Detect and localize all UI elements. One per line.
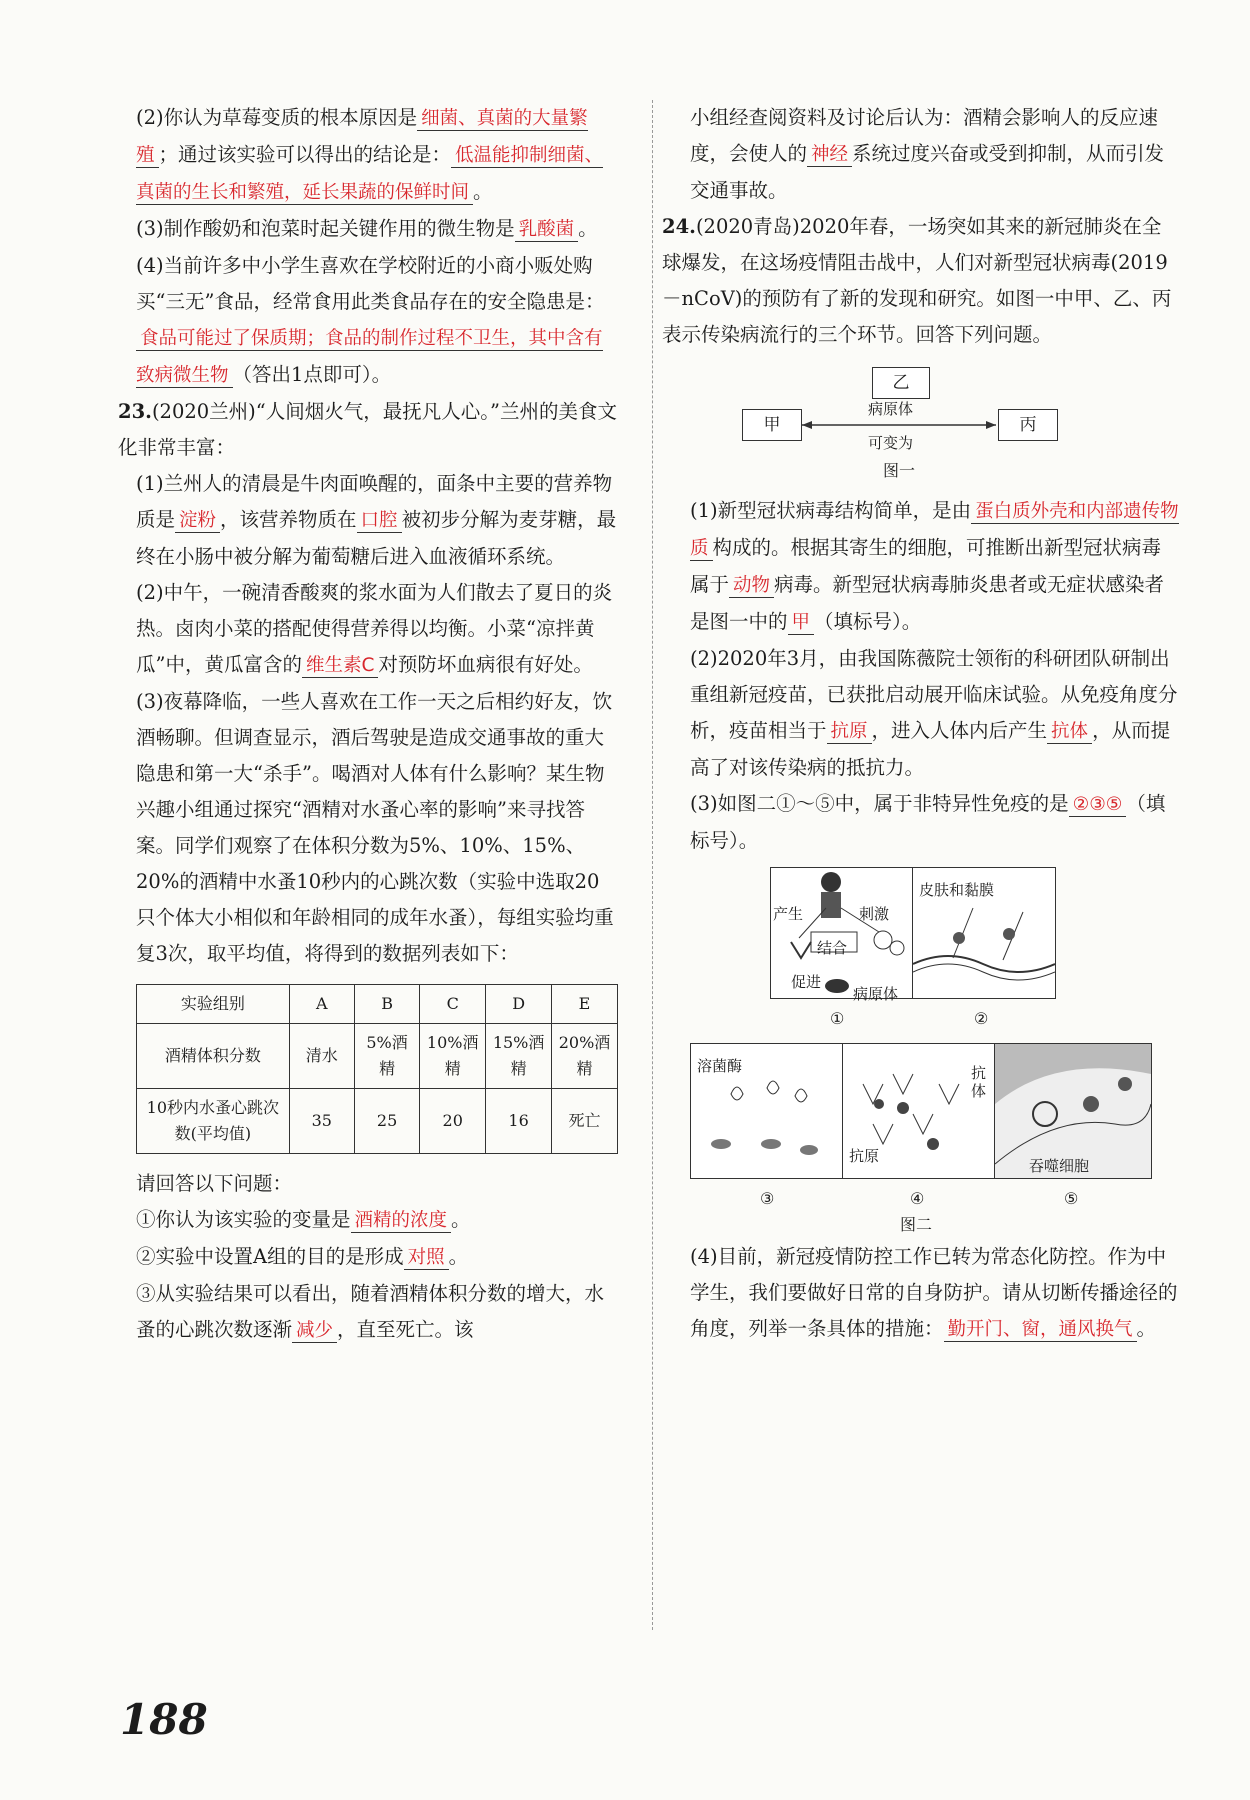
q24-stem-text: (2020青岛)2020年春，一场突如其来的新冠肺炎在全球爆发，在这场疫情阻击战中，人们对新型冠状病毒(2019－nCoV)的预防有了新的发现和研究。如图一中甲、乙、丙表示传染病流行的三个环节。回答下列问题。	[662, 215, 1172, 346]
q24-part1	[690, 493, 1180, 641]
table-cell: 10秒内水蚤心跳次数(平均值)	[137, 1089, 290, 1154]
fig2-caption-5: ⑤	[1064, 1189, 1079, 1208]
q24-number: 24.	[662, 215, 696, 238]
fig2-caption-4: ④	[910, 1189, 925, 1208]
table-cell: A	[289, 985, 354, 1024]
q22-2-text-a: (2)你认为草莓变质的根本原因是	[136, 106, 418, 129]
q23-a3-text-a: ③从实验结果可以看出，随着酒精体积分数的增大，水蚤的心跳次数逐渐	[136, 1282, 605, 1341]
q22-2-answer-1: 细菌、真菌的大量繁殖	[136, 108, 588, 166]
q22-4-text: (4)当前许多中小学生喜欢在学校附近的小商小贩处购买“三无”食品，经常食用此类食品存在的安全隐患是：	[136, 254, 605, 313]
q22-3-answer: 乳酸菌	[515, 219, 579, 242]
fig2-caption-1: ①	[830, 1009, 845, 1028]
q22-2-answer-2: 低温能抑制细菌、真菌的生长和繁殖，延长果蔬的保鲜时间	[136, 145, 604, 203]
page-number: 188	[120, 1695, 208, 1744]
table-cell: 5%酒精	[354, 1024, 419, 1089]
figure-one	[690, 363, 1180, 493]
q24-1-text-b: 构成的。根据其寄生的细胞，可推断出新型冠状病毒属于	[690, 536, 1162, 596]
fig2-title: 图二	[900, 1215, 933, 1234]
table-cell: 酒精体积分数	[137, 1024, 290, 1089]
q23-a2: ②实验中设置A组的目的是形成 对照 。	[136, 1245, 469, 1268]
q23-1-answer-1: 淀粉	[175, 510, 220, 533]
q23-part3	[118, 684, 618, 972]
table-cell: 实验组别	[137, 985, 290, 1024]
table-cell: 15%酒精	[486, 1024, 552, 1089]
q23-2-text-b: 对预防坏血病很有好处。	[378, 653, 593, 676]
q24-stem	[662, 209, 1180, 353]
q23-a3-answer: 减少	[292, 1320, 337, 1343]
q23-a1-text: ①你认为该实验的变量是	[136, 1208, 351, 1231]
q24-part3	[690, 786, 1180, 859]
q22-2-text-b: ；通过该实验可以得出的结论是：	[158, 143, 452, 166]
fig1-box-jia: 甲	[742, 409, 802, 441]
q23-1-text-b: ，该营养物质在	[220, 508, 357, 531]
cont-text-b: 系统过度兴奋或受到抑制，从而引发交通事故。	[690, 142, 1165, 202]
q23-continuation	[690, 100, 1180, 209]
q24-2-text-a: (2)2020年3月，由我国陈薇院士领衔的科研团队研制出重组新冠疫苗，已获批启动展开临床试验。从免疫角度分析，疫苗相当于	[690, 647, 1178, 742]
fig2-label-phagocyte: 吞噬细胞	[1029, 1157, 1090, 1175]
table-cell: 10%酒精	[420, 1024, 486, 1089]
table-row	[137, 1024, 618, 1089]
fig2-panel-1	[770, 867, 914, 1003]
q23-a2-answer: 对照	[404, 1247, 449, 1270]
q23-a3	[118, 1276, 618, 1349]
q24-1-text-c: 病毒。新型冠状病毒肺炎患者或无症状感染者是图一中的	[690, 573, 1165, 633]
q23-a1-answer: 酒精的浓度	[351, 1210, 452, 1233]
fig2-panel-4	[842, 1043, 996, 1179]
q23-part1	[118, 466, 618, 575]
fig2-label-combine: 结合	[817, 939, 848, 957]
q24-part4	[690, 1239, 1180, 1348]
q23-part2	[118, 575, 618, 684]
table-cell: 清水	[289, 1024, 354, 1089]
q23-a2-text: ②实验中设置A组的目的是形成	[136, 1245, 404, 1268]
q22-part3: (3)制作酸奶和泡菜时起关键作用的微生物是 乳酸菌 。	[136, 217, 598, 240]
q24-4-answer: 勤开门、窗，通风换气	[944, 1319, 1137, 1342]
fig1-caption: 图一	[882, 461, 915, 480]
fig1-label-pathogen: 病原体	[868, 400, 914, 418]
fig1-label-change: 可变为	[868, 434, 914, 452]
fig2-caption-2: ②	[974, 1009, 989, 1028]
q23-answer-intro: 请回答以下问题：	[136, 1172, 293, 1195]
fig2-panel-2	[912, 867, 1056, 999]
q22-part4	[118, 248, 618, 394]
fig1-box-yi: 乙	[872, 367, 930, 399]
q23-2-answer: 维生素C	[302, 655, 378, 678]
left-column	[118, 100, 618, 1349]
table-row	[137, 1089, 618, 1154]
table-header-row	[137, 985, 618, 1024]
q24-1-answer-1: 蛋白质外壳和内部遗传物质	[690, 501, 1179, 559]
column-divider	[652, 100, 653, 1630]
q23-1-text-c: 被初步分解为麦芽糖，最终在小肠中被分解为葡萄糖后进入血液循环系统。	[136, 508, 617, 568]
fig2-label-antibody: 抗体	[971, 1064, 987, 1100]
q22-part2: (2)你认为草莓变质的根本原因是 细菌、真菌的大量繁殖 ；通过该实验可以得出的结论是： 低温能抑制细菌、真菌的生长和繁殖，延长果蔬的保鲜时间 。	[136, 106, 604, 203]
q24-2-answer-2: 抗体	[1047, 721, 1092, 744]
table-cell: 20%酒精	[552, 1024, 618, 1089]
fig2-panel-3	[690, 1043, 844, 1179]
table-cell: D	[486, 985, 552, 1024]
q22-3-text: (3)制作酸奶和泡菜时起关键作用的微生物是	[136, 217, 515, 240]
q24-1-text-a: (1)新型冠状病毒结构简单，是由	[690, 499, 972, 522]
right-column	[662, 100, 1180, 1348]
table-cell: C	[420, 985, 486, 1024]
q22-4-note: （答出1点即可）。	[232, 363, 392, 386]
fig1-box-bing: 丙	[998, 409, 1058, 441]
cont-answer: 神经	[807, 144, 852, 167]
q23-number: 23.	[118, 400, 152, 423]
experiment-table	[136, 984, 618, 1154]
fig2-label-lysozyme: 溶菌酶	[697, 1057, 743, 1075]
q23-stem	[118, 394, 618, 466]
q24-3-text-b: （填标号）。	[690, 792, 1166, 852]
q24-2-text-c: ，从而提高了对该传染病的抵抗力。	[690, 719, 1171, 779]
q24-1-answer-2: 动物	[729, 575, 774, 598]
q24-part2	[690, 641, 1180, 786]
fig2-label-pathogen: 病原体	[853, 985, 899, 1003]
q23-stem-text: (2020兰州)“人间烟火气，最抚凡人心。”兰州的美食文化非常丰富：	[118, 400, 617, 459]
q24-3-answer: ②③⑤	[1069, 794, 1127, 817]
fig2-panel-5	[994, 1043, 1152, 1179]
q23-1-answer-2: 口腔	[357, 510, 402, 533]
q24-4-text-a: (4)目前，新冠疫情防控工作已转为常态化防控。作为中学生，我们要做好日常的自身防护。请从切断传播途径的角度，列举一条具体的措施：	[690, 1245, 1178, 1340]
q24-2-text-b: ，进入人体内后产生	[871, 719, 1048, 742]
table-cell: 35	[289, 1089, 354, 1154]
q23-1-text-a: (1)兰州人的清晨是牛肉面唤醒的，面条中主要的营养物质是	[136, 472, 613, 531]
table-cell: 25	[354, 1089, 419, 1154]
fig2-label-produce: 产生	[773, 905, 804, 923]
q24-1-text-d: （填标号）。	[814, 610, 922, 633]
q23-2-text-a: (2)中午，一碗清香酸爽的浆水面为人们散去了夏日的炎热。卤肉小菜的搭配使得营养得以均衡。小菜“凉拌黄瓜”中，黄瓜富含的	[136, 581, 613, 676]
q24-2-answer-1: 抗原	[827, 721, 872, 744]
table-cell: B	[354, 985, 419, 1024]
fig2-label-skin: 皮肤和黏膜	[919, 881, 995, 899]
fig2-label-stimulate: 刺激	[859, 905, 890, 923]
table-cell: 死亡	[552, 1089, 618, 1154]
q24-1-answer-3: 甲	[788, 612, 815, 635]
table-cell: 16	[486, 1089, 552, 1154]
fig2-label-promote: 促进	[791, 973, 822, 991]
fig2-label-antigen: 抗原	[849, 1147, 880, 1165]
q22-4-answer: 食品可能过了保质期；食品的制作过程不卫生，其中含有致病微生物	[136, 328, 603, 386]
q23-3-text: (3)夜幕降临，一些人喜欢在工作一天之后相约好友，饮酒畅聊。但调查显示，酒后驾驶是造成交通事故的重大隐患和第一大“杀手”。喝酒对人体有什么影响？某生物兴趣小组通过探究“酒精对水蚤心率的影响”来寻找答案。同学们观察了在体积分数为5%、10%、15%、20%的酒精中水蚤10秒内的心跳次数（实验中选取20只个体大小相似和年龄相同的成年水蚤），每组实验均重复3次，取平均值，将得到的数据列表如下：	[136, 690, 614, 965]
table-cell: E	[552, 985, 618, 1024]
q24-3-text-a: (3)如图二①～⑤中，属于非特异性免疫的是	[690, 792, 1069, 815]
q23-a1: ①你认为该实验的变量是 酒精的浓度 。	[136, 1208, 471, 1231]
fig2-caption-3: ③	[760, 1189, 775, 1208]
q24-4-text-b: 。	[1136, 1317, 1157, 1340]
table-cell: 20	[420, 1089, 486, 1154]
cont-text-a: 小组经查阅资料及讨论后认为：酒精会影响人的反应速度，会使人的	[690, 106, 1159, 165]
q23-a3-text-b: ，直至死亡。该	[337, 1318, 474, 1341]
figure-two	[690, 867, 1180, 1234]
